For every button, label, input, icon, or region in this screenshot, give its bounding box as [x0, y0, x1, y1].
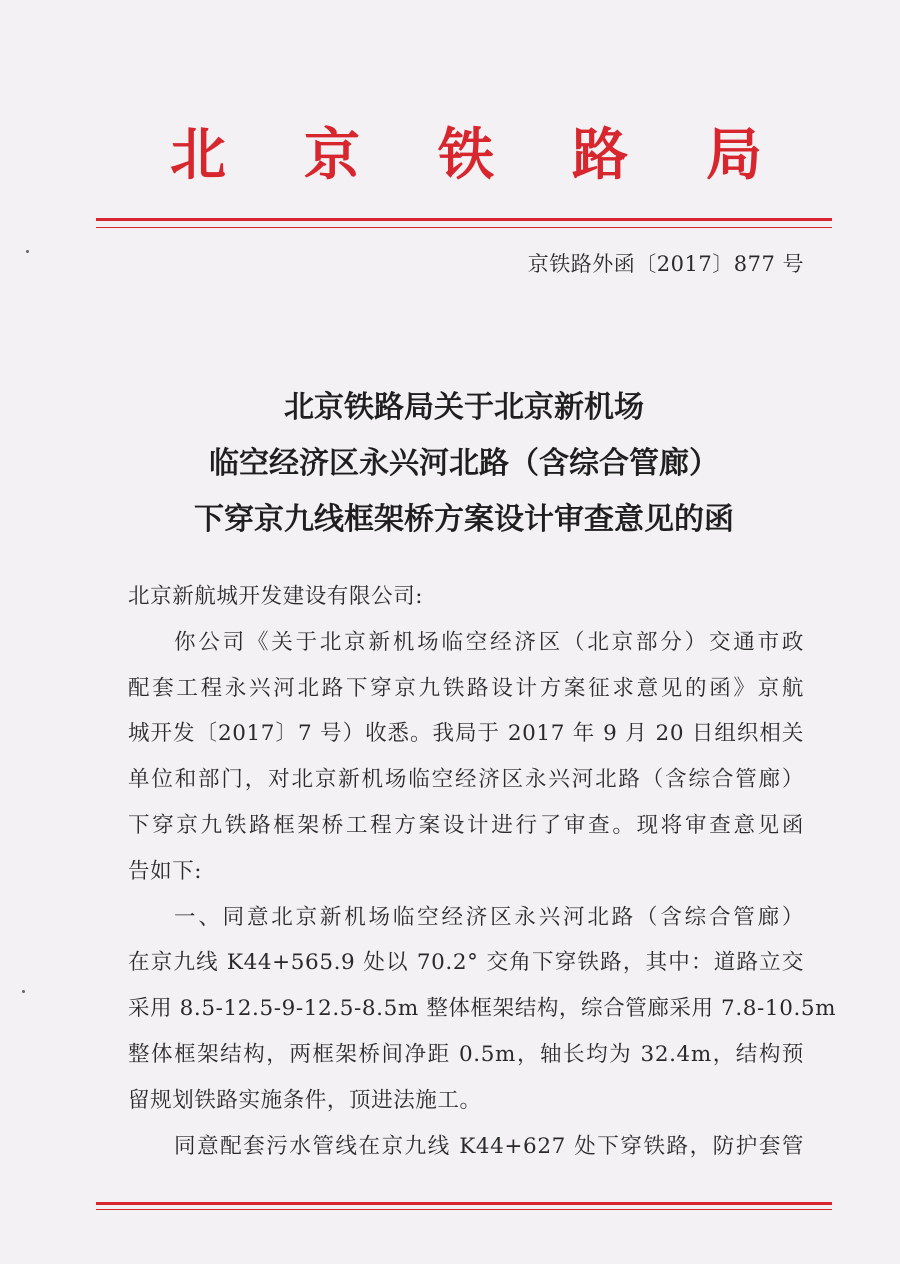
body-line: 一、同意北京新机场临空经济区永兴河北路（含综合管廊）: [174, 904, 804, 930]
letterhead-char: 北: [170, 123, 226, 188]
paragraph-3: [128, 1124, 804, 1170]
body-line: 配套工程永兴河北路下穿京九铁路设计方案征求意见的函》京航: [128, 675, 804, 701]
document-body: [128, 574, 837, 1169]
paragraph-2: [128, 895, 837, 1124]
footer-rule-thin: [96, 1209, 832, 1210]
addressee: 北京新航城开发建设有限公司:: [128, 584, 424, 609]
letterhead-title: [96, 123, 836, 188]
footer-rule-thick: [96, 1202, 832, 1205]
letterhead-rule-thin: [96, 227, 832, 228]
body-line: 同意配套污水管线在京九线 K44+627 处下穿铁路，防护套管: [174, 1133, 804, 1159]
body-line: 告如下:: [128, 858, 203, 884]
letterhead-rule-thick: [96, 218, 832, 221]
letterhead-char: 路: [572, 123, 628, 188]
scan-speck: [22, 990, 25, 993]
body-line: 采用 8.5-12.5-9-12.5-8.5m 整体框架结构，综合管廊采用 7.8-10.5m: [128, 996, 837, 1022]
title-line: 临空经济区永兴河北路（含综合管廊）: [209, 446, 719, 481]
letterhead-char: 局: [706, 123, 762, 188]
body-line: 在京九线 K44+565.9 处以 70.2° 交角下穿铁路，其中：道路立交: [128, 950, 804, 976]
paragraph-1: [128, 620, 804, 895]
title-line: 下穿京九线框架桥方案设计审查意见的函: [194, 502, 734, 537]
scan-speck: [26, 250, 29, 253]
letterhead-char: 京: [304, 123, 360, 188]
document-title: [96, 380, 832, 548]
body-line: 下穿京九铁路框架桥工程方案设计进行了审查。现将审查意见函: [128, 812, 804, 838]
letterhead-char: 铁: [438, 123, 494, 188]
body-line: 整体框架结构，两框架桥间净距 0.5m，轴长均为 32.4m，结构预: [128, 1041, 804, 1067]
body-line: 单位和部门，对北京新机场临空经济区永兴河北路（含综合管廊）: [128, 767, 804, 793]
body-line: 城开发〔2017〕7 号）收悉。我局于 2017 年 9 月 20 日组织相关: [128, 721, 804, 747]
document-number: 京铁路外函〔2017〕877 号: [527, 252, 804, 276]
body-line: 你公司《关于北京新机场临空经济区（北京部分）交通市政: [174, 629, 804, 655]
title-line: 北京铁路局关于北京新机场: [284, 390, 644, 425]
body-line: 留规划铁路实施条件，顶进法施工。: [128, 1087, 482, 1113]
